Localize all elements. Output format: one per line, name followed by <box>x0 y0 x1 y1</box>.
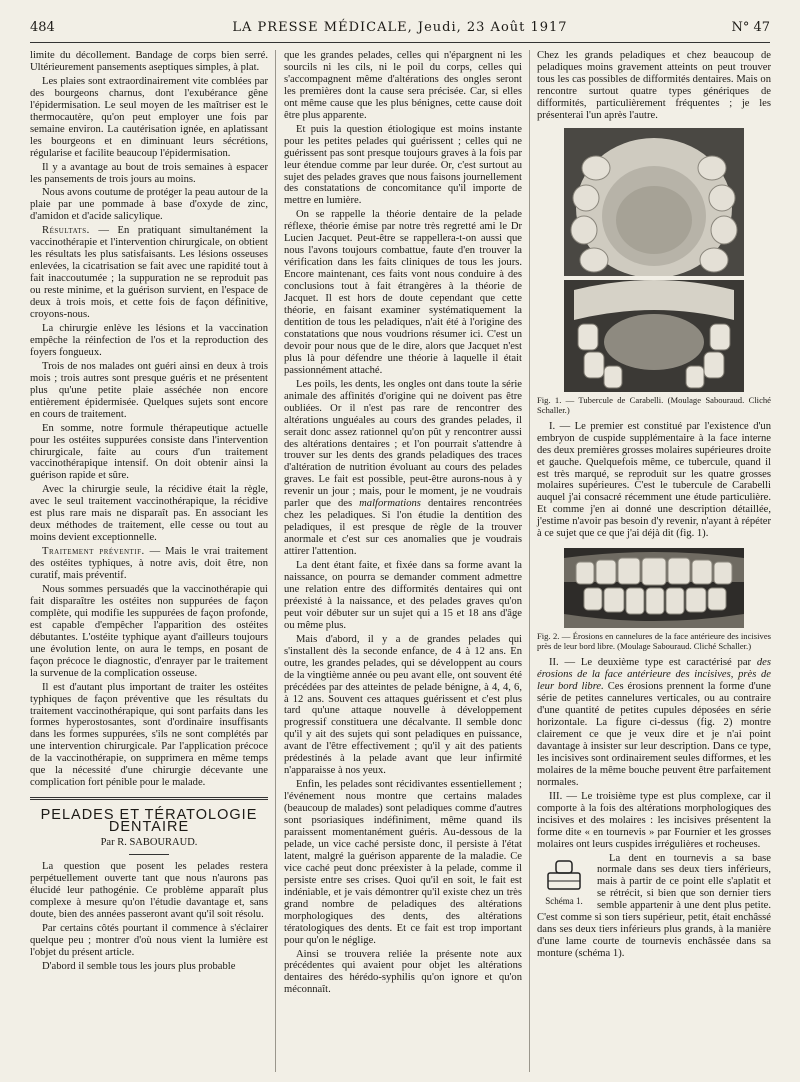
paragraph: Les plaies sont extraordinairement vite comblées par des bourgeons charnus, dont l'exubérance gêne l'épidermisation. Le seul moyen de les maîtriser est le thermocautère, qu'on peut employer une fois par semaine environ. La cautérisation ignée, en aplatissant les bourgeons et en diminuant leurs sécrétions, régularise et facilite beaucoup l'épidermisation. <box>30 75 268 159</box>
paragraph: Chez les grands peladiques et chez beaucoup de peladiques moins gravement atteints on peut trouver tous les cas possibles de difformités dentaires. Mais on rencontre surtout quatre types génériques de difformités, particulièrement fréquentes ; je les présenterai l'un après l'autre. <box>537 50 771 121</box>
paragraph: La question que posent les pelades restera perpétuellement ouverte tant que nous n'aurons pas élucidé leur pathogénie. Ce problème apparaît plus complexe à mesure qu'on l'étudie davantage et, sans doute, bien des années passeront avant qu'il soit résolu. <box>30 861 268 920</box>
paragraph: Et puis la question étiologique est moins instante pour les petites pelades qui guérissent ; celles qui ne guérissent pas sont presque toujours graves à la fois par leur étendue comme par leur durée. Or, c'est surtout au sujet des pelades graves que nous faisons journellement des constatations de concomitance qu'il importe de mettre en lumière. <box>284 123 522 207</box>
article-title: PELADES ET TÉRATOLOGIE DENTAIRE <box>40 807 258 836</box>
paragraph: La dent en tournevis a sa base normale dans ses deux tiers inférieurs, mais à partir de ce point elle s'aplatit et se rétrécit, si bien que son dernier tiers semble appartenir à une dent plus petite. C'est comme si son tiers supérieur, petit, était enchâssé dans ses deux tiers inférieurs plus grands, à la manière d'une lame courte de tournevis enchâssée dans sa monture (schéma 1). <box>537 852 771 960</box>
paragraph: Par certains côtés pourtant il commence à s'éclairer quelque peu ; montrer d'où nous vient la lumière est l'objet du présent article. <box>30 922 268 958</box>
paragraph: En somme, notre formule thérapeutique actuelle pour les ostéites suppurées consiste dans l'intervention chirurgicale, faite au cours d'un traitement vaccinothérapique intensif. On doit obtenir ainsi la guérison rapide et sûre. <box>30 422 268 482</box>
paragraph: I. — Le premier est constitué par l'existence d'un embryon de cuspide supplémentaire à la face interne des deux premières grosses molaires supérieures droite et gauche. Quelquefois même, ce tubercule, quand il est très marqué, se reproduit sur les quatre grosses molaires supérieures. C'est le tubercule de Carabelli auquel j'ai consacré récemment une étude particulière. Et comme j'en ai donné une description détaillée, j'estime n'avoir pas besoin d'y revenir, n'ayant à répéter à ce sujet que ce que j'ai déjà dit (fig. 1). <box>537 420 771 540</box>
section-label: Traitement préventif. <box>42 546 145 558</box>
column-2 <box>284 50 522 1075</box>
journal-title: LA PRESSE MÉDICALE, Jeudi, 23 Août 1917 <box>232 20 568 35</box>
paragraph: Il est d'autant plus important de traiter les ostéites typhiques de façon préventive que les résultats du traitement vaccinothérapique, qui sont parfaits dans les formes hyperostosantes, sont d'ordinaire insuffisants dans les formes suppurées, s'ils ne sont complétés par une intervention chirurgicale. Par l'application précoce de la vaccinothérapie, on supprimera en même temps que la nécessité d'une chirurgie décevante une complication fort pénible pour le malade. <box>30 681 268 789</box>
screwdriver-tooth-diagram <box>544 859 584 893</box>
paragraph: limite du décollement. Bandage de corps bien serré. Ultérieurement pansements aseptiques simples, à plat. <box>30 50 268 73</box>
figure-2-photo <box>564 548 744 628</box>
heading-separator <box>129 854 169 855</box>
caption-text: Fig. 1. — Tubercule de Carabelli. (Moulage Sabouraud. Cliché Schaller.) <box>537 394 771 415</box>
paragraph-text: Ces érosions prennent la forme d'une série de petites cannelures verticales, ou au contraire d'une quantité de petites cupules déposées en série horizontale. La figure ci-dessus (fig. 2) montre clairement ce que je veux dire et je n'ai point davantage à insister sur leur description. Dans ce type, les incisives sont ordinairement seules difformes, et les molaires de la même bouche peuvent être parfaitement normales. <box>537 681 771 788</box>
paragraph: Il y a avantage au bout de trois semaines à espacer les pansements de trois jours au moins. <box>30 161 268 185</box>
emphasis: malformations <box>359 498 421 510</box>
figure-1-caption <box>537 395 771 415</box>
paragraph <box>537 657 771 788</box>
figure-2-caption: Fig. 2. — Érosions en cannelures de la face antérieure des incisives près de leur bord libre. (Moulage Sabouraud. Cliché Schaller.) <box>537 631 771 652</box>
paragraph <box>284 379 522 558</box>
paragraph: La dent étant faite, et fixée dans sa forme avant la naissance, on pourra se demander comment admettre une relation entre des difformités dentaires qui ont préexisté à la naissance, et des pelades graves qu'on peut voir débuter sur un sujet qui a 15 et 18 ans d'âge ou même plus. <box>284 560 522 631</box>
header-rule <box>30 42 770 43</box>
issue-number: N° 47 <box>731 20 770 35</box>
paragraph: Enfin, les pelades sont récidivantes essentiellement ; l'événement nous montre que certains malades (beaucoup de malades) sont peladiques comme d'autres sont psoriasiques indéfiniment, même quand ils paraissent momentanément guéris. Au-dessous de la pelade, un vice caché persiste donc, il persiste à l'état latent, malgré la guérison apparente de la maladie. Ce vice caché peut donc préexister à la pelade, comme il persiste entre ses crises. Quoi qu'il en soit, le fait est indéniable, et je vais démontrer qu'il existe chez un très grand nombre de peladiques des altérations morphologiques des dents, des altérations tératologiques des dents. Et ce fait est trop important pour qu'on le néglige. <box>284 779 522 946</box>
schema-label: Schéma 1. <box>545 896 583 907</box>
paragraph: La chirurgie enlève les lésions et la vaccination empêche la réinfection de l'os et la reproduction des foyers fongueux. <box>30 322 268 358</box>
paragraph-text: — En pratiquant simultanément la vaccinothérapie et l'intervention chirurgicale, on obtient les résultats les plus satisfaisants. Les lésions osseuses enlevées, la cicatrisation se fait avec une rapidité tout à fait inaccoutumée ; la suppuration ne se reproduit pas ou reste minime, et la guérison survient, en l'espace de deux à trois mois, et cette fois de façon définitive, croyons-nous. <box>30 225 268 321</box>
article-heading <box>30 797 268 855</box>
paragraph <box>30 225 268 321</box>
page-number: 484 <box>30 20 55 35</box>
incisor-erosion-image <box>564 548 744 628</box>
column-1 <box>30 50 268 1075</box>
schema-1 <box>537 859 591 909</box>
paragraph-text: — Mais le vrai traitement des ostéites typhiques, à notre avis, doit être, non curatif, mais préventif. <box>30 546 268 582</box>
paragraph: que les grandes pelades, celles qui n'épargnent ni les sourcils ni les cils, ni le poil du corps, celles qui s'accompagnent même d'altérations des ongles seront les premières dont la cause sera précisée. Car, si elles ont même cause que les plus bénignes, cette cause doit être plus apparente. <box>284 50 522 121</box>
paragraph: Trois de nos malades ont guéri ainsi en deux à trois mois ; trois autres sont presque guéris et ne présentent plus qu'une petite plaie asséchée non encore entièrement épidermisée. Quelques sujets sont encore en cours de traitement. <box>30 360 268 420</box>
paragraph: Nous avons coutume de protéger la peau autour de la plaie par une pommade à base d'oxyde de zinc, d'amidon et d'acide salicylique. <box>30 187 268 223</box>
paragraph: On se rappelle la théorie dentaire de la pelade réflexe, théorie émise par notre très regretté ami le Dr Lucien Jacquet. Peut-être se rappellera-t-on aussi que nous l'avons toujours combattue, faute d'en trouver la vérification dans les faits cliniques de tous les jours. Encore maintenant, ces faits vont nous conduire à des conclusions tout à fait étrangères à la théorie de Jacquet. Il est hors de doute cependant que cette théorie, en faisant examiner systématiquement la dentition de tous les peladiques, n'ait été à l'origine des constatations que nous voudrions résumer ici. C'est un devoir pour nous que de le dire, alors que Jacquet n'est plus là pour défendre une théorie à laquelle il était passionnément attaché. <box>284 209 522 376</box>
section-label: Résultats. <box>42 225 90 237</box>
dental-cast-arch-image <box>564 280 744 392</box>
paragraph: III. — Le troisième type est plus complexe, car il comporte à la fois des altérations morphologiques des incisives et des molaires : les incisives présentent la forme dite « en tournevis » par Fournier et les grosses molaires ont leurs cuspides irrégulières et rocheuses. <box>537 790 771 850</box>
column-divider <box>275 50 276 1072</box>
dental-cast-palate-image <box>564 128 744 276</box>
figure-1-upper-photo <box>564 128 744 276</box>
page-header <box>30 20 770 42</box>
column-3 <box>537 50 771 1075</box>
paragraph <box>30 546 268 582</box>
paragraph-text: Les poils, les dents, les ongles ont dans toute la série animale des affinités d'origine qui ne doivent pas être oubliées. Or il n'est pas rare de rencontrer des altérations unguéales au cours des grandes pelades, il serait donc assez rationnel qu'on pût y rencontrer aussi des altérations dentaires ; et l'on pourrait s'attendre à trouver sur les dents des grands peladiques des traces d'altération de nutrition évoluant au cours des pelades graves. Le fait est possible, peut-être aurons-nous à y revenir un jour ; mais, pour le moment, je ne voudrais parler que des <box>284 378 522 510</box>
paragraph-text: dentaires rencontrées chez les peladiques. Si l'on étudie la dentition des peladiques, il est presque de règle de la trouver anormale et c'est sur ces anomalies que je voudrais attirer l'attention. <box>284 498 522 558</box>
paragraph: Avec la chirurgie seule, la récidive était la règle, avec le seul traitement vaccinothérapique, la récidive est plus rare mais ne disparaît pas. En associant les deux méthodes de traitement, elle cesse ou tout au moins devient exceptionnelle. <box>30 484 268 544</box>
paragraph: Ainsi se trouvera reliée la présente note aux précédentes qui avaient pour objet les altérations dentaires des hérédo-syphilis qu'on ignore et qu'on méconnaît. <box>284 948 522 996</box>
paragraph: Mais d'abord, il y a de grandes pelades qui s'installent dès la seconde enfance, de 4 à 12 ans. En outre, les grandes pelades, qui se développent au cours de la vingtième année ou peu avant elle, ont souvent été précédées par des atteintes de pelade bénigne, à 4, 4, 6, à 12 ans. Souvent ces attaques guérissent et c'est plus tard qu'une attaque nouvelle à développement progressif constituera une décalvante. Il semble donc qu'il y ait des sujets qui sont peladiques en puissance, avant de l'être effectivement ; qu'il y ait des patients prédestinés à la pelade avant que leur infirmité n'apparaisse à nos yeux. <box>284 633 522 777</box>
paragraph: Nous sommes persuadés que la vaccinothérapie qui fait disparaître les ostéites non suppurées de façon complète, qui modifie les suppurées de façon profonde, est capable d'empêcher l'apparition des ostéites débutantes. L'ostéite typhique ayant d'ailleurs toujours une évolution lente, on aura le temps, en posant de façon précoce le diagnostic, d'enrayer par le traitement la survenue de la complication osseuse. <box>30 583 268 679</box>
emphasis: des érosions de la face antérieure des incisives, près de leur bord libre. <box>537 657 771 693</box>
column-divider <box>529 50 530 1072</box>
figure-1-lower-photo <box>564 280 744 392</box>
paragraph: D'abord il semble tous les jours plus probable <box>42 960 236 972</box>
article-author: Par R. SABOURAUD. <box>100 837 198 849</box>
paragraph-text: II. — Le deuxième type est caractérisé par <box>549 657 757 669</box>
